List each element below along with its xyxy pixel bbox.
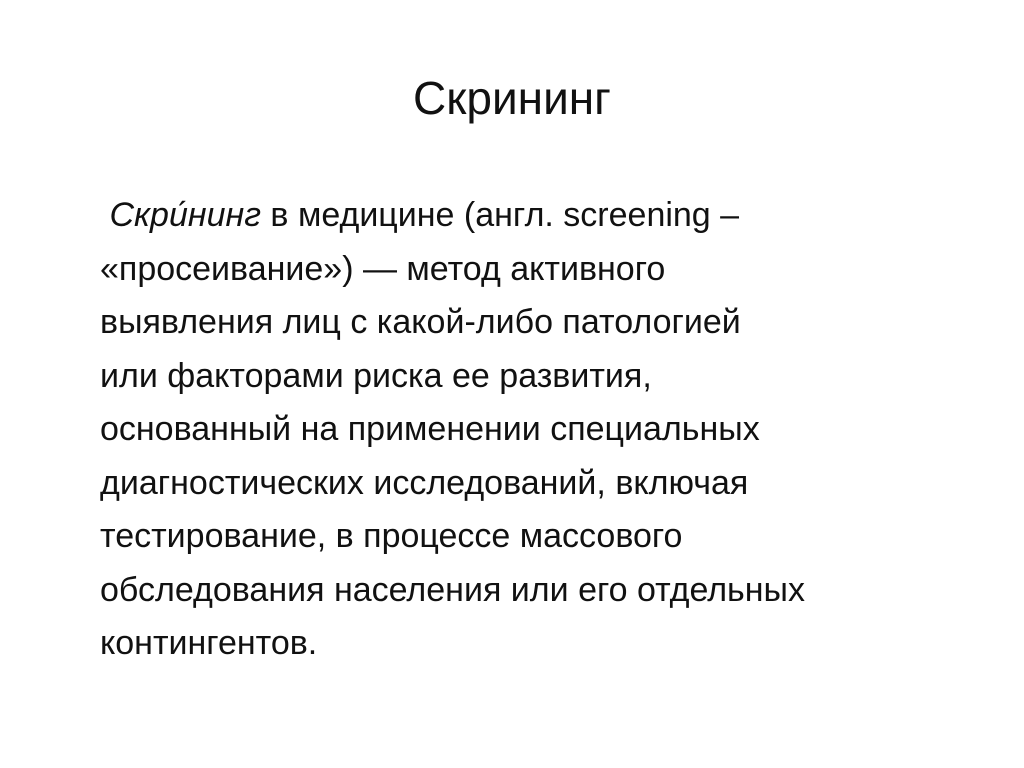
definition-line-1 (100, 189, 980, 243)
definition-line-7: тестирование, в процессе массового (100, 517, 683, 555)
definition-line-6: диагностических исследований, включая (100, 463, 749, 502)
definition-term: Скри́нинг (109, 196, 261, 234)
definition-paragraph (100, 189, 980, 671)
slide-title: Скрининг (413, 72, 611, 124)
definition-first-line-rest: в медицине (англ. screening – (260, 196, 740, 234)
definition-line-3: выявления лиц с какой-либо патологией (100, 303, 741, 341)
definition-line-8: обследования населения или его отдельных (100, 570, 805, 609)
definition-line-2: «просеивание») — метод активного (100, 249, 666, 288)
definition-line-4: или факторами риска ее развития, (100, 356, 652, 395)
definition-line-5: основанный на применении специальных (100, 410, 760, 448)
definition-line-9: контингентов. (100, 624, 318, 662)
